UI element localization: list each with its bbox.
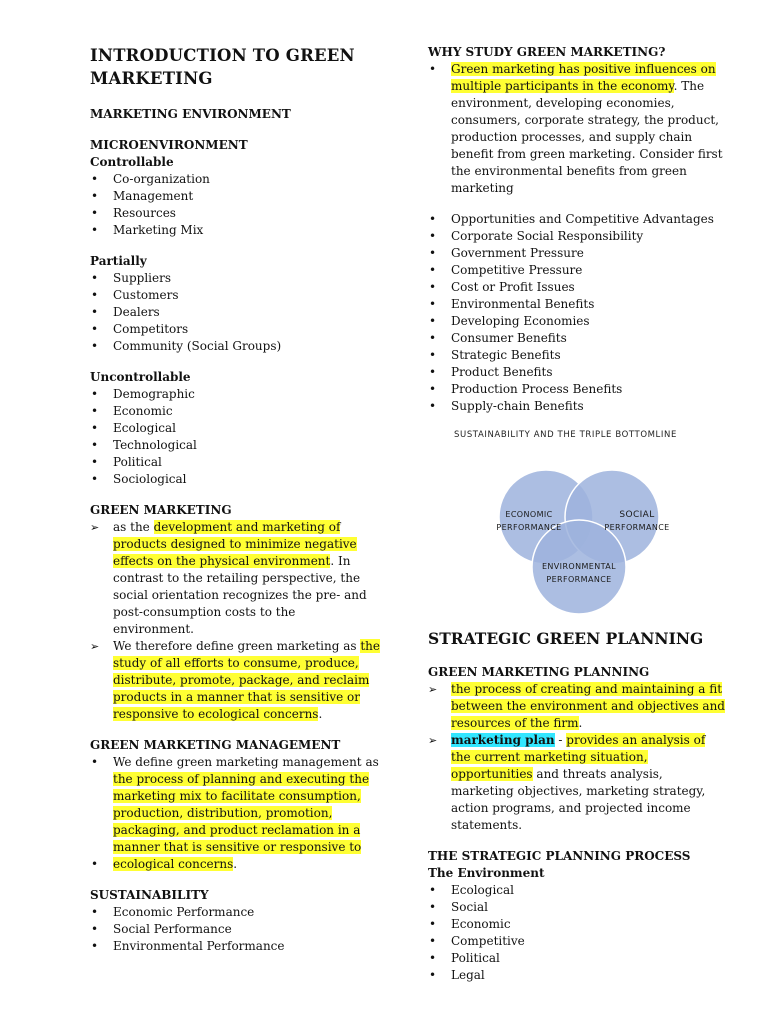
- list-item: • Consumer Benefits: [428, 330, 728, 347]
- list-item: • Social Performance: [90, 921, 380, 938]
- list-item: • Marketing Mix: [90, 222, 380, 239]
- document-title: INTRODUCTION TO GREEN MARKETING: [90, 46, 355, 88]
- list-item: • Political: [90, 454, 380, 471]
- list-item: • Customers: [90, 287, 380, 304]
- strategic-planning-title: STRATEGIC GREEN PLANNING: [428, 629, 704, 648]
- list-item: ➢ the process of creating and maintaining a fit between the environment and objectives and resources of the firm.: [428, 681, 728, 732]
- list-item: • Technological: [90, 437, 380, 454]
- list-item: • Demographic: [90, 386, 380, 403]
- list-item: • Competitive: [428, 933, 728, 950]
- list-item: • Ecological: [428, 882, 728, 899]
- list-item: • Political: [428, 950, 728, 967]
- environment-label: The Environment: [428, 866, 545, 880]
- list-item: • Suppliers: [90, 270, 380, 287]
- list-item: • Management: [90, 188, 380, 205]
- green-marketing-planning-heading: GREEN MARKETING PLANNING: [428, 665, 650, 679]
- controllable-list: [90, 171, 380, 239]
- list-item: • Ecological: [90, 420, 380, 437]
- list-item: • Opportunities and Competitive Advantages: [428, 211, 728, 228]
- list-item: • ecological concerns.: [90, 856, 380, 873]
- list-item: • We define green marketing management as the process of planning and executing the marketing mix to facilitate consumption, production, distribution, promotion, packaging, and product reclamation in a manner that is sensitive or responsive to: [90, 754, 380, 856]
- list-item: • Production Process Benefits: [428, 381, 728, 398]
- green-marketing-management-heading: GREEN MARKETING MANAGEMENT: [90, 738, 341, 752]
- green-marketing-management-list: [90, 754, 380, 873]
- list-item: • Supply-chain Benefits: [428, 398, 728, 415]
- microenvironment-heading: MICROENVIRONMENT: [90, 138, 248, 152]
- list-item: • Legal: [428, 967, 728, 984]
- list-item: • Sociological: [90, 471, 380, 488]
- partially-list: [90, 270, 380, 355]
- highlighted-text: Green marketing has positive influences on multiple participants in the economy: [451, 62, 716, 93]
- list-item: ➢ as the development and marketing of products designed to minimize negative effects on the physical environment. In contrast to the retailing perspective, the social orientation recognizes the pre- and post-consumption costs to the environment.: [90, 519, 380, 638]
- list-item: • Environmental Performance: [90, 938, 380, 955]
- green-marketing-list: [90, 519, 380, 723]
- venn-diagram: [454, 452, 714, 622]
- list-item: • Co-organization: [90, 171, 380, 188]
- controllable-label: Controllable: [90, 155, 174, 169]
- reasons-list: [428, 211, 728, 415]
- highlighted-text: the process of planning and executing the marketing mix to facilitate consumption, production, distribution, promotion, packaging, and product reclamation in a manner that is sensitive or responsive to: [113, 772, 370, 854]
- list-item: • Green marketing has positive influences on multiple participants in the economy. The environment, developing economies, consumers, corporate strategy, the product, production processes, and supply chain benefit from green marketing. Consider first the environmental benefits from green marketing: [428, 61, 728, 197]
- highlighted-text: development and marketing of products designed to minimize negative effects on the physical environment: [113, 520, 357, 568]
- partially-label: Partially: [90, 254, 147, 268]
- list-item: • Resources: [90, 205, 380, 222]
- list-item: ➢ marketing plan - provides an analysis of the current marketing situation, opportunities and threats analysis, marketing objectives, marketing strategy, action programs, and projected income statements.: [428, 732, 728, 834]
- list-item: • Economic: [90, 403, 380, 420]
- list-item: • Developing Economies: [428, 313, 728, 330]
- list-item: • Competitors: [90, 321, 380, 338]
- list-item: • Corporate Social Responsibility: [428, 228, 728, 245]
- environment-list: [428, 882, 728, 984]
- right-column: [428, 44, 728, 984]
- highlighted-text: provides an analysis of the current marketing situation, opportunities: [451, 733, 706, 781]
- list-item: • Economic Performance: [90, 904, 380, 921]
- list-item: • Strategic Benefits: [428, 347, 728, 364]
- sustainability-list: [90, 904, 380, 955]
- uncontrollable-label: Uncontrollable: [90, 370, 191, 384]
- list-item: • Competitive Pressure: [428, 262, 728, 279]
- sustainability-heading: SUSTAINABILITY: [90, 888, 209, 902]
- highlighted-text: the study of all efforts to consume, produce, distribute, promote, package, and reclaim products in a manner that is sensitive or responsive to ecological concerns: [113, 639, 380, 721]
- venn-label-env-1: ENVIRONMENTAL: [541, 562, 617, 571]
- venn-label-env-2: PERFORMANCE: [546, 575, 612, 584]
- list-item: • Environmental Benefits: [428, 296, 728, 313]
- list-item: ➢ We therefore define green marketing as the study of all efforts to consume, produce, distribute, promote, package, and reclaim products in a manner that is sensitive or responsive to ecological concerns.: [90, 638, 380, 723]
- list-item: • Government Pressure: [428, 245, 728, 262]
- green-marketing-heading: GREEN MARKETING: [90, 503, 232, 517]
- venn-label-social-2: PERFORMANCE: [604, 523, 670, 532]
- list-item: • Economic: [428, 916, 728, 933]
- list-item: • Cost or Profit Issues: [428, 279, 728, 296]
- why-study-list: [428, 61, 728, 197]
- list-item: • Social: [428, 899, 728, 916]
- venn-label-social-1: SOCIAL: [619, 510, 655, 520]
- venn-label-economic-1: ECONOMIC: [505, 510, 553, 519]
- venn-svg: [454, 452, 714, 622]
- uncontrollable-list: [90, 386, 380, 488]
- strategic-planning-process-heading: THE STRATEGIC PLANNING PROCESS: [428, 849, 691, 863]
- list-item: • Community (Social Groups): [90, 338, 380, 355]
- why-study-heading: WHY STUDY GREEN MARKETING?: [428, 45, 666, 59]
- marketing-environment-heading: MARKETING ENVIRONMENT: [90, 107, 291, 121]
- highlighted-term: marketing plan: [451, 733, 555, 747]
- venn-diagram-title: SUSTAINABILITY AND THE TRIPLE BOTTOMLINE: [454, 430, 677, 440]
- list-item: • Product Benefits: [428, 364, 728, 381]
- highlighted-text: the process of creating and maintaining a fit between the environment and objectives and resources of the firm: [451, 682, 725, 730]
- left-column: [90, 44, 380, 955]
- list-item: • Dealers: [90, 304, 380, 321]
- venn-label-economic-2: PERFORMANCE: [496, 523, 562, 532]
- green-marketing-planning-list: [428, 681, 728, 834]
- highlighted-text: ecological concerns: [113, 857, 234, 871]
